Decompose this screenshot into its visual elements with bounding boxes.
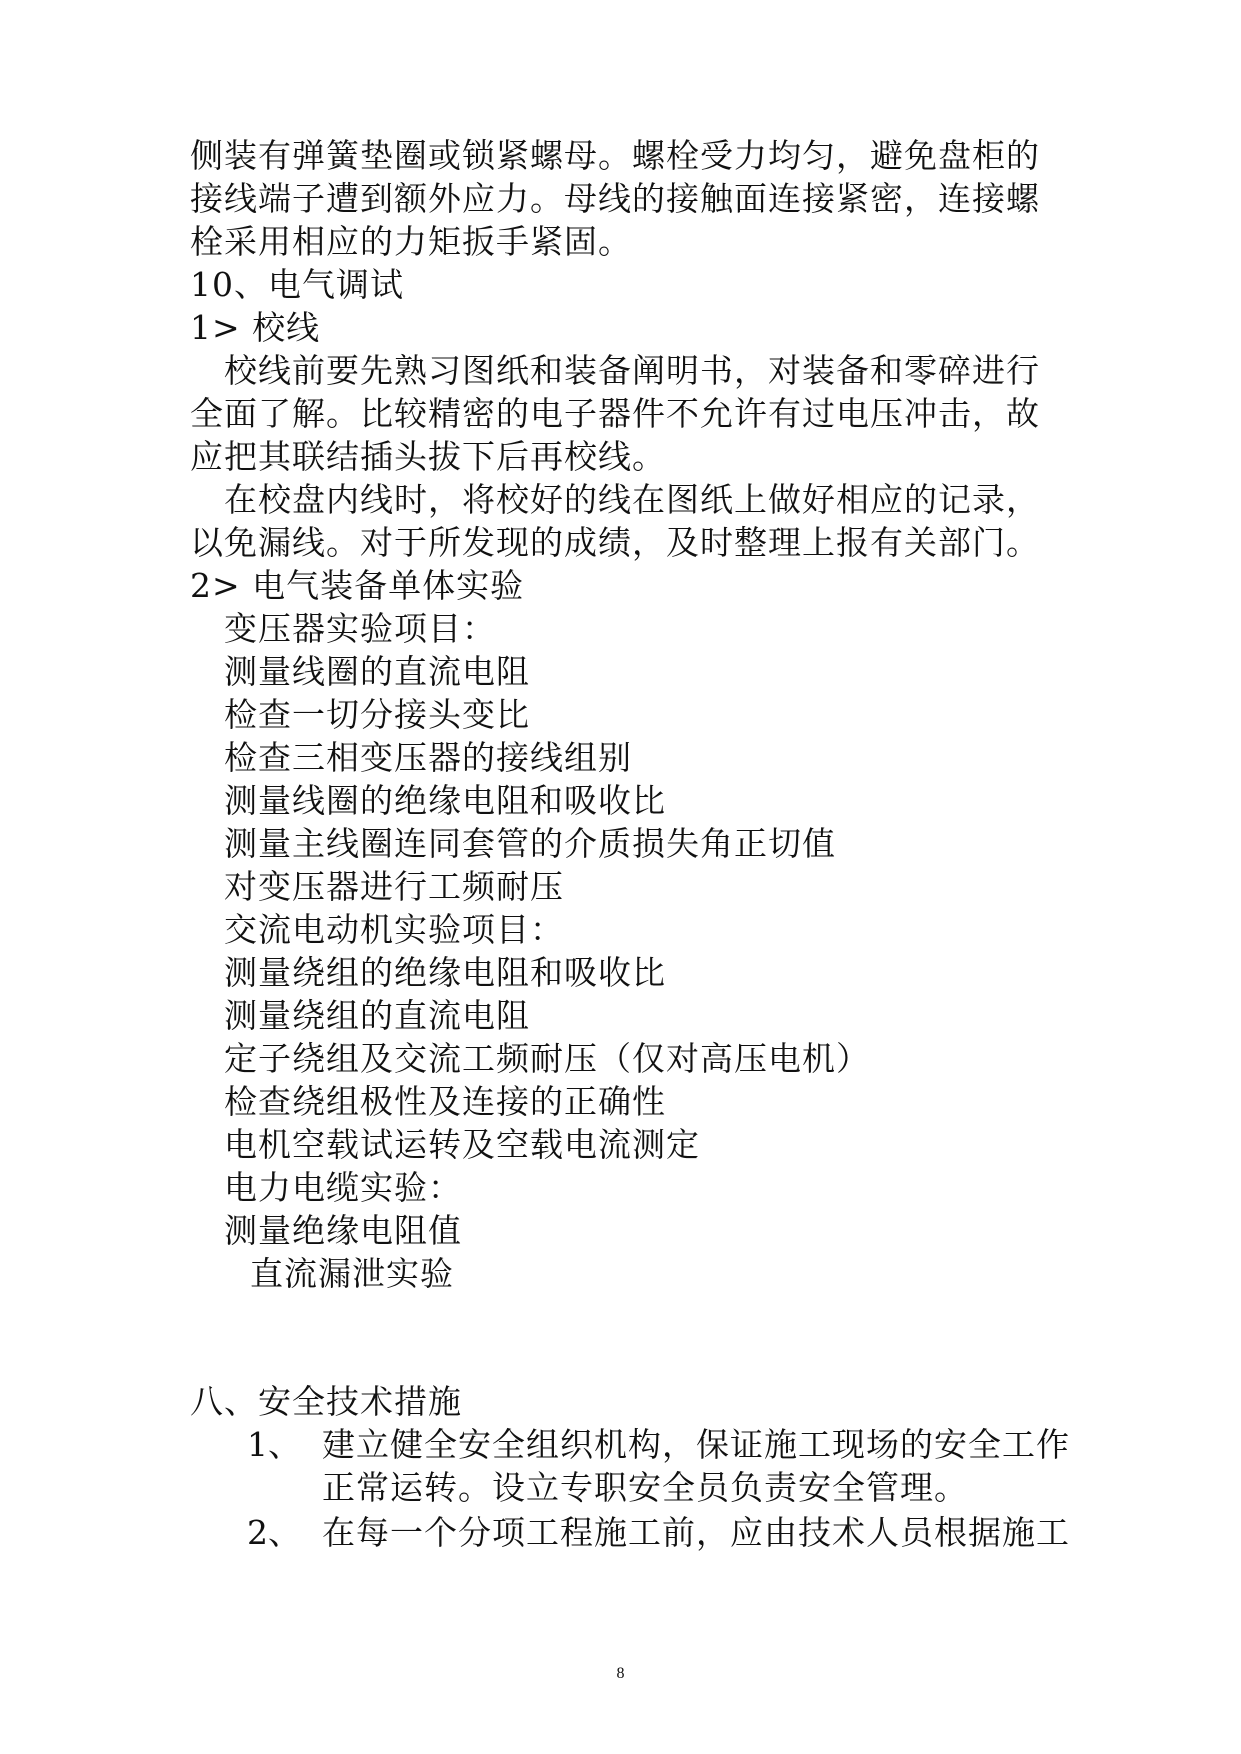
body-text-line: 校线前要先熟习图纸和装备阐明书，对装备和零碎进行 [224, 351, 1040, 390]
numbered-item-line: 在每一个分项工程施工前，应由技术人员根据施工 [322, 1513, 1070, 1552]
list-title: 变压器实验项目： [224, 609, 496, 648]
list-title: 交流电动机实验项目： [224, 910, 564, 949]
section-heading: 八、安全技术措施 [190, 1382, 462, 1421]
list-item: 直流漏泄实验 [250, 1254, 454, 1293]
body-text-line: 以免漏线。对于所发现的成绩，及时整理上报有关部门。 [190, 523, 1040, 562]
numbered-item-line: 建立健全安全组织机构，保证施工现场的安全工作 [322, 1425, 1070, 1464]
list-item: 测量绕组的绝缘电阻和吸收比 [224, 953, 666, 992]
subsection-heading: 2> 电气装备单体实验 [190, 566, 525, 605]
list-item: 测量主线圈连同套管的介质损失角正切值 [224, 824, 836, 863]
list-item-number: 2、 [247, 1513, 301, 1552]
body-text-line: 在校盘内线时，将校好的线在图纸上做好相应的记录， [224, 480, 1040, 519]
body-text-line: 应把其联结插头拔下后再校线。 [190, 437, 666, 476]
subsection-heading: 1> 校线 [190, 308, 321, 347]
body-text-line: 全面了解。比较精密的电子器件不允许有过电压冲击，故 [190, 394, 1040, 433]
list-item: 测量线圈的直流电阻 [224, 652, 530, 691]
numbered-item-line: 正常运转。设立专职安全员负责安全管理。 [322, 1468, 968, 1507]
list-item: 测量绝缘电阻值 [224, 1211, 462, 1250]
list-item: 测量线圈的绝缘电阻和吸收比 [224, 781, 666, 820]
body-text-line: 接线端子遭到额外应力。母线的接触面连接紧密，连接螺 [190, 179, 1040, 218]
body-text-line: 栓采用相应的力矩扳手紧固。 [190, 222, 632, 261]
body-text-line: 侧装有弹簧垫圈或锁紧螺母。螺栓受力均匀，避免盘柜的 [190, 136, 1040, 175]
list-item: 电机空载试运转及空载电流测定 [224, 1125, 700, 1164]
list-item: 检查一切分接头变比 [224, 695, 530, 734]
section-heading: 10、电气调试 [190, 265, 404, 304]
list-item: 测量绕组的直流电阻 [224, 996, 530, 1035]
list-item: 对变压器进行工频耐压 [224, 867, 564, 906]
list-item: 检查三相变压器的接线组别 [224, 738, 632, 777]
list-item-number: 1、 [247, 1425, 301, 1464]
list-item: 定子绕组及交流工频耐压（仅对高压电机） [224, 1039, 870, 1078]
list-item: 检查绕组极性及连接的正确性 [224, 1082, 666, 1121]
list-title: 电力电缆实验： [224, 1168, 462, 1207]
page-number: 8 [616, 1665, 625, 1682]
